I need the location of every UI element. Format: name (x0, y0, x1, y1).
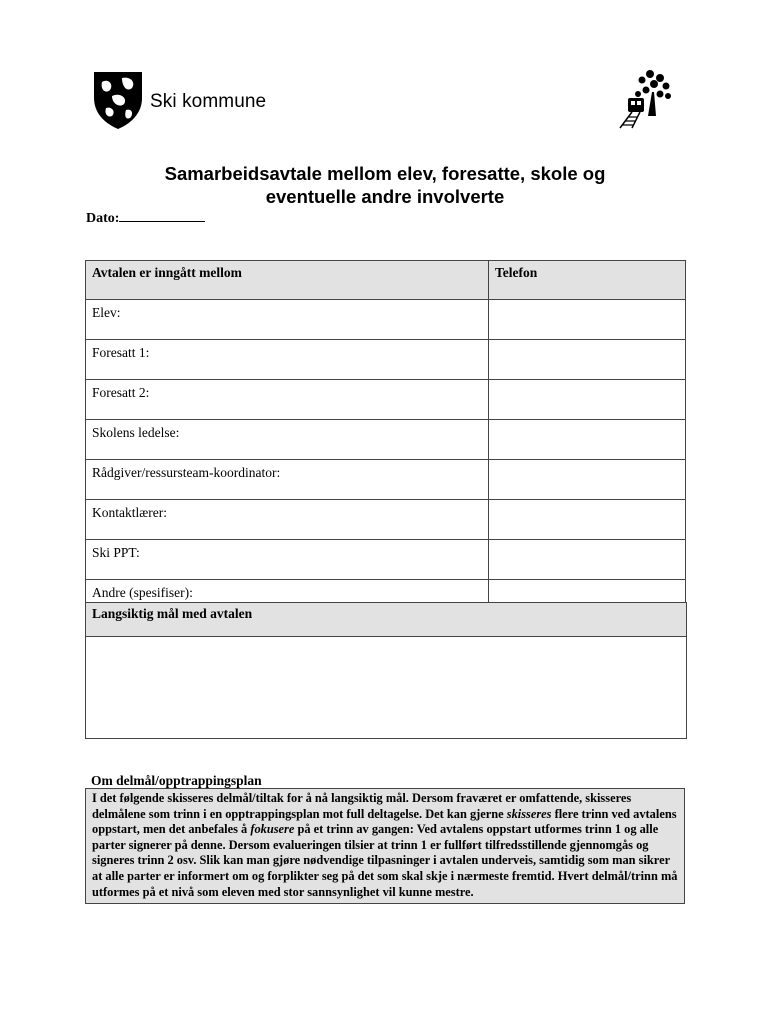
info-text-1: I det følgende skisseres delmål/tiltak for å nå langsiktig mål. Dersom fraværet er omfattende, skisseres delmålene som trinn i en opptrappingsplan mot full deltagelse. Det kan gjerne (92, 791, 632, 821)
phone-cell[interactable] (489, 300, 686, 340)
date-field (86, 209, 205, 227)
info-text-3: på et trinn av gangen: Ved avtalens oppstart utformes trinn 1 og alle parter signerer på denne. Dersom evalueringen tilsier at trinn 1 er fullført tilfredsstillende gjennomgås og signeres trinn 2 osv. Slik kan man gjøre nødvendige tilpasninger i avtalen underveis, samtidig som man sikrer at alle parter er informert om og forplikter seg på det som skal skje i nærmeste fremtid. Hvert delmål/trinn må utformes på et nivå som eleven med stor sannsynlighet vil kunne mestre. (92, 822, 678, 899)
row-label: Ski PPT: (86, 540, 489, 580)
row-label: Kontaktlærer: (86, 500, 489, 540)
long-term-goal-field[interactable] (86, 637, 686, 738)
col-header-parties: Avtalen er inngått mellom (86, 261, 489, 300)
long-term-goal-box (85, 602, 687, 739)
subgoal-section-title: Om delmål/opptrappingsplan (91, 773, 262, 788)
title-line-2: eventuelle andre involverte (265, 186, 505, 207)
phone-cell[interactable] (489, 340, 686, 380)
date-blank-line[interactable] (119, 209, 205, 222)
info-text-2: flere trinn ved avtalens oppstart, men det anbefales å (92, 806, 677, 837)
table-row (86, 420, 686, 460)
document-title (80, 162, 690, 208)
phone-cell[interactable] (489, 420, 686, 460)
col-header-phone: Telefon (489, 261, 686, 300)
info-em-2: fokusere (250, 822, 295, 837)
coat-of-arms-icon (92, 70, 144, 130)
table-row (86, 460, 686, 500)
phone-cell[interactable] (489, 380, 686, 420)
phone-cell[interactable] (489, 540, 686, 580)
phone-cell[interactable] (489, 460, 686, 500)
title-line-1: Samarbeidsavtale mellom elev, foresatte, skole og (164, 163, 606, 184)
row-label: Andre (spesifiser): (86, 580, 489, 620)
municipality-logo (92, 70, 266, 130)
row-label: Foresatt 1: (86, 340, 489, 380)
parties-table (85, 260, 686, 620)
tree-train-logo (610, 68, 672, 135)
phone-cell[interactable] (489, 500, 686, 540)
table-row (86, 300, 686, 340)
table-row (86, 380, 686, 420)
tree-train-icon (610, 68, 672, 130)
municipality-name: Ski kommune (150, 91, 267, 112)
info-em-1: skisseres (506, 806, 552, 821)
row-label: Elev: (86, 300, 489, 340)
subgoal-info-box (85, 788, 685, 904)
parties-table-header (86, 261, 686, 300)
table-row (86, 340, 686, 380)
row-label: Skolens ledelse: (86, 420, 489, 460)
long-term-goal-header: Langsiktig mål med avtalen (86, 603, 686, 637)
table-row (86, 540, 686, 580)
date-label: Dato: (86, 211, 120, 226)
table-row (86, 500, 686, 540)
row-label: Foresatt 2: (86, 380, 489, 420)
row-label: Rådgiver/ressursteam-koordinator: (86, 460, 489, 500)
